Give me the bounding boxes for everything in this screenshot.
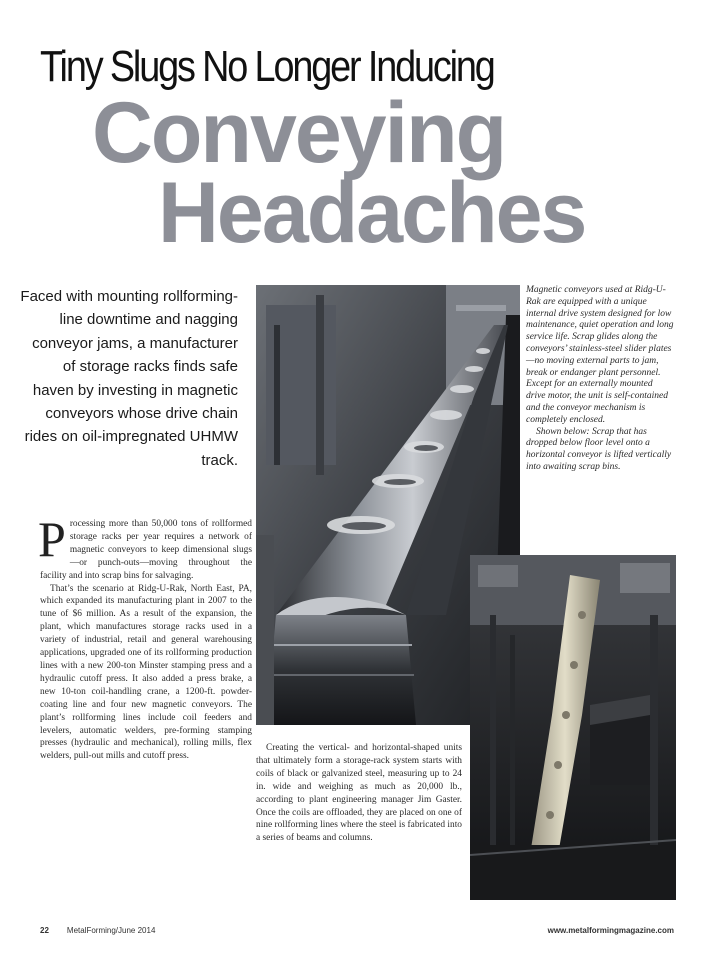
body-column-left — [38, 511, 252, 763]
page-number: 22 — [40, 926, 49, 935]
body-column-middle: Creating the vertical- and horizontal-shaped units that ultimately form a storage-rack system starts with coils of black or galvanized steel, measuring up to 24 in. wide and weighing as much as 20,000 lb., according to plant engineering manager Jim Gaster. Once the coils are offloaded, they are placed on one of nine rollforming lines where the steel is fabricated into a series of beams and columns. — [256, 743, 462, 844]
headline-kicker: Tiny Slugs No Longer Inducing — [40, 42, 494, 91]
headline-main-line1: Conveying — [92, 85, 506, 181]
body-paragraph-1 — [38, 511, 252, 583]
headline-main-line2: Headaches — [158, 165, 586, 261]
footer-website: www.metalformingmagazine.com — [547, 926, 674, 935]
body-paragraph-1-text: rocessing more than 50,000 tons of rollformed storage racks per year requires a network of magnetic conveyors to keep dimensional slugs—or punch-outs—moving throughout the facility and into scrap bins for salvaging. — [40, 519, 252, 581]
body-paragraph-2: That’s the scenario at Ridg-U-Rak, North East, PA, which expanded its manufacturing plant in 2007 to the tune of $6 million. As a result of the expansion, the plant, which manufactures storage racks used in a variety of industrial, retail and general warehousing applications, upgraded one of its rollforming production lines with a new 200-ton Minster stamping press and a hydraulic cutoff press. It also added a press brake, a new 10-ton coil-handling crane, a 1200-ft. powder-coating line and four new magnetic conveyors. The plant’s rollforming lines include coil feeders and levelers, automatic welders, pre-forming stamping presses (hydraulic and mechanical), rolling mills, flex welders, pull-out mills and cutoff press. — [40, 583, 252, 762]
photo-caption — [526, 285, 674, 474]
caption-paragraph-2: Shown below: Scrap that has dropped below floor level onto a horizontal conveyor is lifted vertically into awaiting scrap bins. — [526, 426, 672, 472]
vertical-conveyor-photo — [470, 555, 676, 900]
drop-cap: P — [38, 511, 66, 567]
footer-left — [40, 926, 155, 935]
article-deck: Faced with mounting rollforming-line downtime and nagging conveyor jams, a manufacturer of storage racks finds safe haven by investing in magnetic conveyors whose drive chain rides on oil-impregnated UHMW track. — [20, 288, 238, 469]
caption-paragraph-1: Magnetic conveyors used at Ridg-U-Rak are equipped with a unique internal drive system designed for low maintenance, quiet operation and long service life. Scrap glides along the conveyors’ stainless-steel slider plates—no moving external parts to jam, break or endanger plant personnel. Except for an externally mounted drive motor, the unit is self-contained and the conveyor mechanism is completely enclosed. — [526, 285, 674, 425]
publication-name: MetalForming/June 2014 — [66, 926, 156, 935]
vertical-conveyor-photo-image — [470, 555, 676, 900]
